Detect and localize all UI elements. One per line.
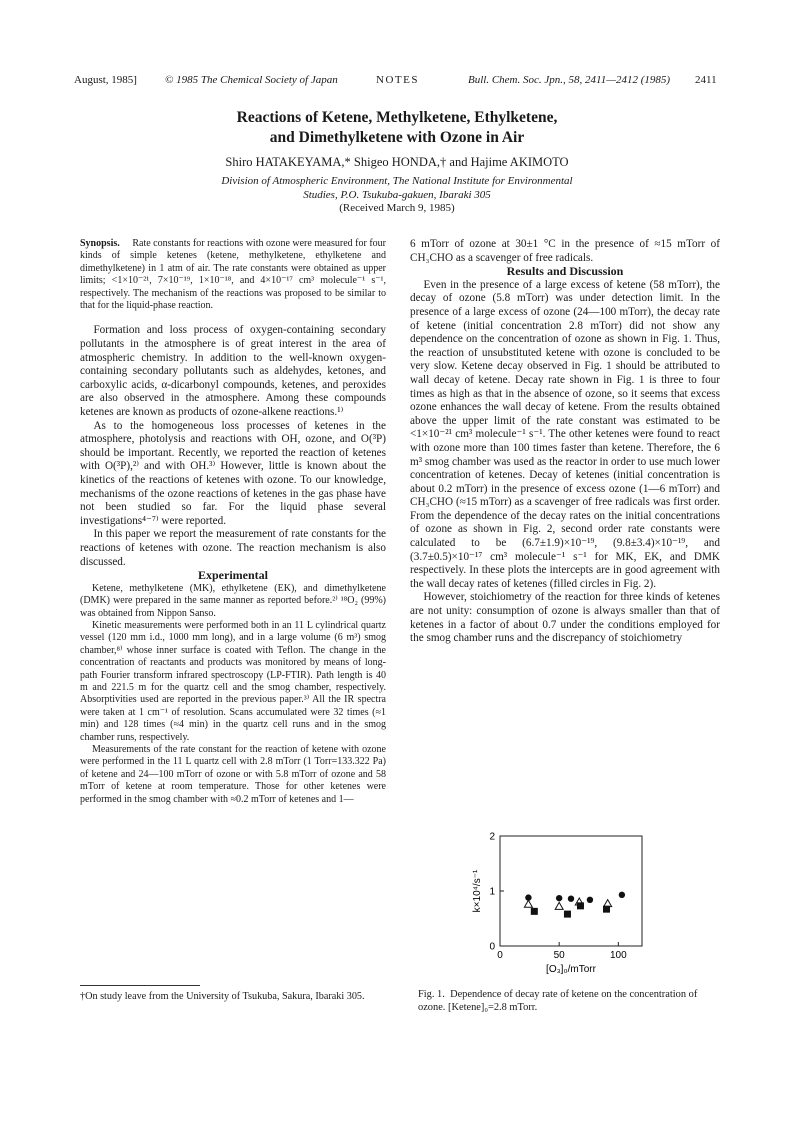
figure-caption-text: Dependence of decay rate of ketene on the concentration of ozone. [Ketene]₀=2.8 mTorr. [418,989,698,1013]
affiliation-line-2: Studies, P.O. Tsukuba-gakuen, Ibaraki 305 [303,189,491,201]
x-axis-label: [O₃]₀/mTorr [546,964,596,975]
y-tick-label: 1 [489,886,495,898]
experimental-paragraph-1: Ketene, methylketene (MK), ethylketene (EK), and dimethylketene (DMK) were prepared in the same manner as reported before.²⁾ ¹⁸O₂ (99%) was obtained from Nippon Sanso. [80,582,386,619]
footnote: †On study leave from the University of Tsukuba, Sakura, Ibaraki 305. [80,991,365,1002]
header-section: NOTES [376,74,419,86]
header-copyright: © 1985 The Chemical Society of Japan [165,74,338,86]
data-point-filled-square [577,902,584,909]
right-column [410,238,720,646]
x-tick-label: 100 [609,950,627,961]
data-point-open-triangle [604,900,612,907]
intro-paragraph-3: In this paper we report the measurement of rate constants for the reactions of ketenes with ozone. The reaction mechanism is also discussed. [80,528,386,568]
author-list: Shiro HATAKEYAMA,* Shigeo HONDA,† and Hajime AKIMOTO [225,155,569,169]
synopsis [80,238,386,312]
data-point-filled-square [603,906,610,913]
section-heading-experimental: Experimental [198,568,268,583]
data-point-filled-square [564,911,571,918]
affiliation-line-1: Division of Atmospheric Environment, The National Institute for Environmental [221,175,573,187]
title-line-1: Reactions of Ketene, Methylketene, Ethylketene, [236,109,558,126]
intro-paragraph-2: As to the homogeneous loss processes of ketenes in the atmosphere, photolysis and reactions with OH, ozone, and O(³P) should be important. Recently, we reported the reaction of ketenes with O(³P),²⁾ and with OH.³⁾ However, little is known about the kinetics of the reactions of ketenes with ozone. To our knowledge, mechanisms of the ozone reactions of ketenes in the gas phase have not been studied so far. For the liquid phase several investigations⁴⁻⁷⁾ were reported. [80,419,386,527]
data-point-filled-circle [619,892,625,898]
synopsis-label: Synopsis. [80,238,120,249]
header-date: August, 1985] [74,74,137,86]
y-tick-label: 2 [489,831,495,843]
results-paragraph-1: Even in the presence of a large excess of ketene (58 mTorr), the decay of ozone (5.8 mTorr) was under detection limit. In the presence of a large excess of ozone (24—100 mTorr), the decay rate of ketene (initial concentration 2.8 mTorr) did not show any dependence on the concentration of ozone as shown in Fig. 1. Thus, the reaction of unsubstituted ketene with ozone is concluded to be very slow. Ketene decay observed in Fig. 1 should be attributed to wall decay of ketene. Decay rate shown in Fig. 1 is three to four times as high as that in the absence of ozone, so it seems that excess ozone enhances the wall decay of ketene. From the results obtained above the upper limit of the rate constant was estimated to be <1×10⁻²¹ cm³ molecule⁻¹ s⁻¹. The other ketenes were found to react with ozone more than 100 times faster than ketene. Therefore, the 6 m³ smog chamber was used as the reactor in order to use much lower concentration of ketenes. Decay of ketenes (initial concentration is about 0.2 mTorr) in the presence of excess ozone (1—6 mTorr) and CH₃CHO (≈15 mTorr) as a scavenger of free radicals was first order. From the dependence of the decay rates on the initial concentrations of ozone as shown in Fig. 2, second order rate constants were calculated to be (6.7±1.9)×10⁻¹⁹, (9.8±3.4)×10⁻¹⁹, and (3.7±0.5)×10⁻¹⁷ cm³ molecule⁻¹ s⁻¹ for MK, EK, and DMK respectively. In these plots the intercepts are in good agreement with the wall decay rates of ketenes (filled circles in Fig. 2). [410,278,720,590]
title-line-2: and Dimethylketene with Ozone in Air [269,129,525,146]
data-point-filled-circle [568,896,574,902]
data-point-filled-circle [556,895,562,901]
experimental-continuation: 6 mTorr of ozone at 30±1 °C in the presence of ≈15 mTorr of CH₃CHO as a scavenger of free radicals. [410,238,720,264]
article-title [74,108,720,148]
experimental-paragraph-2: Kinetic measurements were performed both in an 11 L cylindrical quartz vessel (120 mm i.d., 1000 mm long), and in a large volume (6 m³) smog chamber,⁸⁾ whose inner surface is coated with Teflon. The change in the concentration of reactants and products was monitored by means of long-path Fourier transform infrared spectroscopy (LP-FTIR). Path length is 40 m and 221.5 m for the quartz cell and the smog chamber, respectively. Absorptivities used are reported in the previous paper.³⁾ All the IR spectra were taken at 1 cm⁻¹ of resolution. Scans accumulated were 32 times (≈1 min) and 128 times (≈4 min) in the quartz cell runs and in the smog chamber runs, respectively. [80,619,386,743]
y-axis-label: k×10⁴/s⁻¹ [472,869,483,913]
footnote-rule [80,985,200,986]
intro-paragraph-1: Formation and loss process of oxygen-containing secondary pollutants in the atmosphere is of great interest in the area of atmospheric chemistry. In addition to the well-known oxygen-containing secondary pollutants such as aldehydes, ketones, and carboxylic acids, α-dicarbonyl compounds, ketenes, and peroxides are also observed in the atmosphere. Among these compounds ketenes are known as products of ozone-alkene reactions.¹⁾ [80,324,386,418]
section-heading-results: Results and Discussion [506,264,624,279]
received-date: (Received March 9, 1985) [339,202,455,214]
synopsis-text: Rate constants for reactions with ozone were measured for four kinds of simple ketenes (ketene, methylketene, ethylketene and dimethylketene) in 1 atm of air. The rate constants were obtained as upper limits; <1×10⁻²¹, 7×10⁻¹⁹, 1×10⁻¹⁸, and 4×10⁻¹⁷ cm³ molecule⁻¹ s⁻¹, respectively. The mechanism of the reactions was proposed to be similar to that for the liquid-phase reaction. [80,238,387,312]
header-journal: Bull. Chem. Soc. Jpn., 58, 2411—2412 (1985) [468,74,671,86]
data-point-filled-circle [587,897,593,903]
data-point-open-triangle [524,900,532,907]
header-page-number: 2411 [695,74,717,86]
y-tick-label: 0 [489,941,495,953]
x-tick-label: 50 [553,950,565,961]
data-point-open-triangle [555,902,563,909]
data-point-filled-square [531,908,538,915]
affiliation [74,174,720,202]
plot-frame [500,836,642,946]
figure-label: Fig. 1. [418,989,445,1000]
figure-1-caption [418,988,720,1014]
experimental-paragraph-3: Measurements of the rate constant for the reaction of ketene with ozone were performed in the 11 L quartz cell with 2.8 mTorr (1 Torr=133.322 Pa) of ketene and 24—100 mTorr of ozone or with 5.8 mTorr of ozone and 58 mTorr of ketene at room temperature. Those for other ketenes were performed in the smog chamber with ≈0.2 mTorr of ketenes and 1— [80,744,386,805]
x-tick-label: 0 [497,950,503,961]
figure-1-chart [470,826,650,976]
left-column [80,238,386,806]
results-paragraph-2: However, stoichiometry of the reaction for three kinds of ketenes are not unity: consumption of ozone is always smaller than that of ketenes in a factor of about 0.7 under the conditions employed for the smog chamber runs and the discrepancy of stoichiometry [410,591,720,645]
